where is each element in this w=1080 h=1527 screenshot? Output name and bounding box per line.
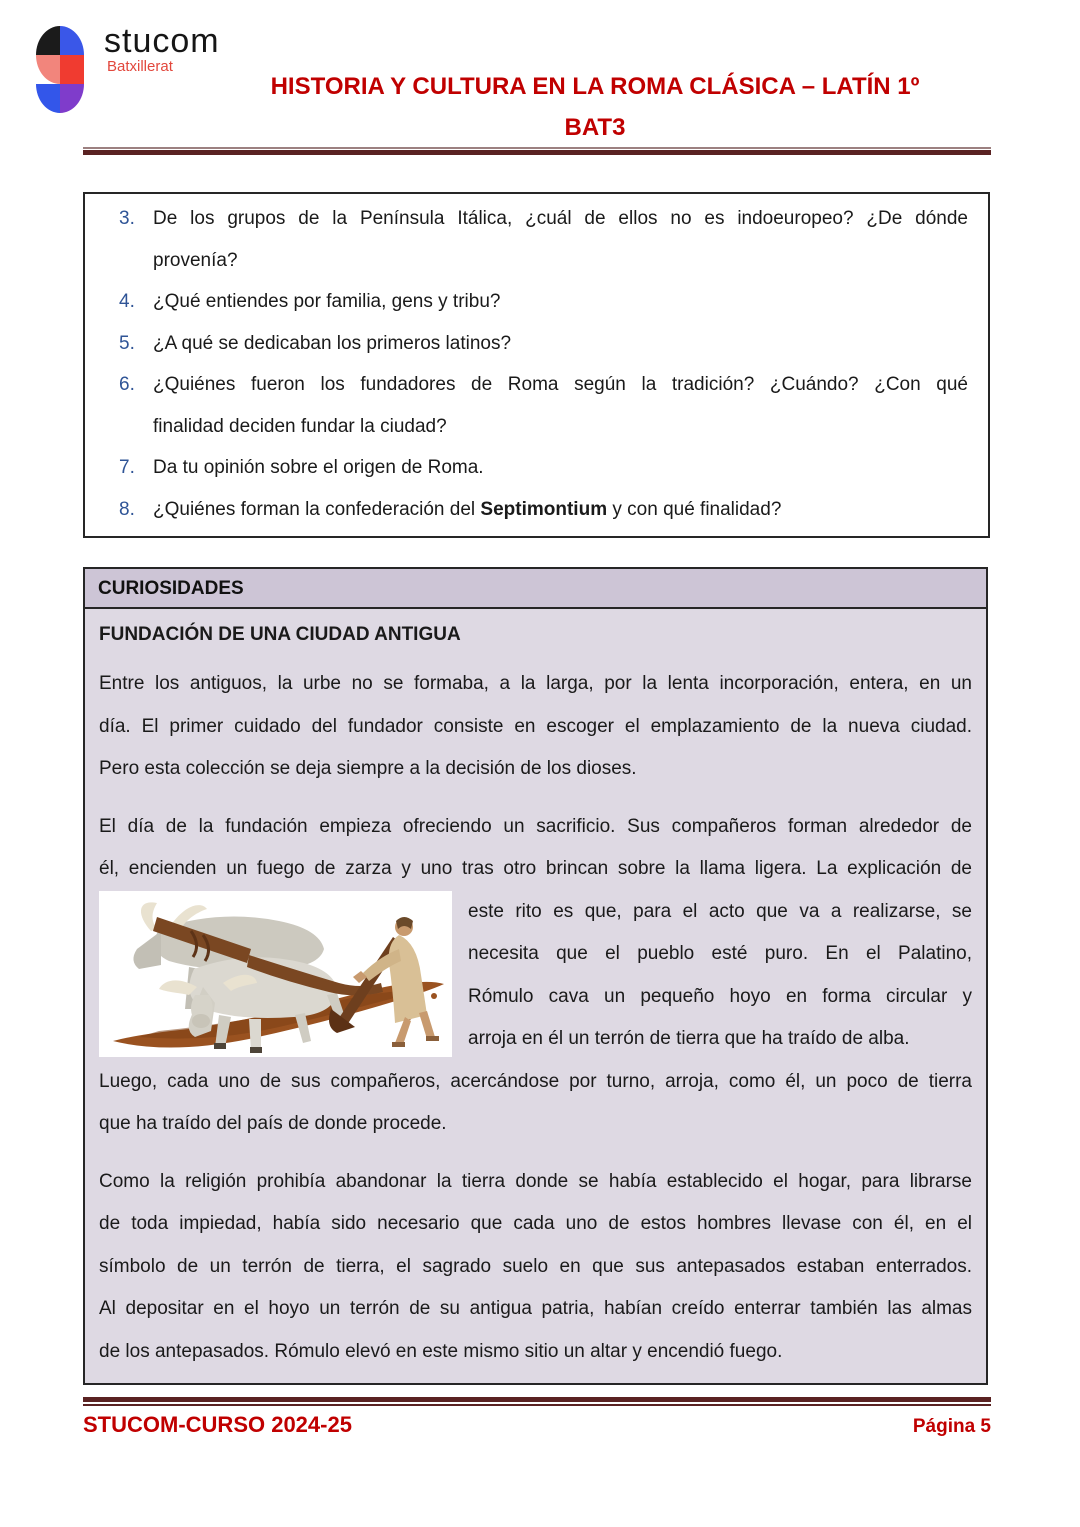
question-number: 3. [119, 208, 135, 229]
logo-segment [36, 26, 60, 55]
question-number: 8. [119, 498, 135, 520]
question-number: 6. [119, 374, 135, 395]
paragraph-line: símbolo de un terrón de tierra, el sagrado suelo en que sus antepasados estaban enterrados. [99, 1255, 972, 1277]
image-and-text-row [99, 891, 972, 1061]
curiosidades-box [83, 567, 988, 1385]
page-title-line1: HISTORIA Y CULTURA EN LA ROMA CLÁSICA – LATÍN 1º [270, 73, 920, 100]
paragraph [99, 806, 972, 891]
paragraph-line: Al depositar en el hoyo un terrón de su antigua patria, habían creído enterrar también las almas [99, 1298, 972, 1319]
paragraph-line: día. El primer cuidado del fundador consiste en escoger el emplazamiento de la nueva ciudad. [99, 715, 972, 737]
question-text [153, 281, 968, 323]
question-item [119, 447, 968, 489]
paragraph-line: Pero esta colección se deja siempre a la decisión de los dioses. [99, 758, 637, 779]
paragraph-beside-image [468, 891, 972, 1061]
logo-segment [60, 84, 84, 113]
question-text [153, 447, 968, 489]
question-number: 4. [119, 291, 135, 312]
question-text [153, 364, 968, 447]
paragraph-line: Entre los antiguos, la urbe no se formaba, a la larga, por la lenta incorporación, entera, en un [99, 673, 972, 694]
question-text-pre: ¿Quiénes forman la confederación del [153, 498, 481, 520]
question-item [119, 323, 968, 365]
paragraph [99, 1161, 972, 1374]
question-item [119, 489, 968, 531]
question-text [153, 489, 968, 531]
page-title [190, 66, 1000, 148]
question-line: ¿A qué se dedicaban los primeros latinos? [153, 332, 512, 354]
paragraph-line: arroja en él un terrón de tierra que ha traído de alba. [468, 1028, 910, 1049]
curiosidades-header: CURIOSIDADES [85, 569, 986, 609]
question-text-post: y con qué finalidad? [607, 498, 782, 520]
paragraph-line: él, encienden un fuego de zarza y uno tras otro brincan sobre la llama ligera. La explicación de [99, 858, 972, 879]
paragraph [99, 1061, 972, 1146]
paragraph-line: El día de la fundación empieza ofreciendo un sacrificio. Sus compañeros forman alrededor de [99, 815, 972, 837]
paragraph-line: Como la religión prohibía abandonar la tierra donde se había establecido el hogar, para librarse [99, 1170, 972, 1192]
question-line: provenía? [153, 249, 238, 271]
question-number: 7. [119, 457, 135, 478]
question-item [119, 364, 968, 447]
footer-page-number: Página 5 [912, 1416, 991, 1437]
footer-course-label: STUCOM-CURSO 2024-25 [83, 1412, 352, 1437]
logo-segment [60, 26, 84, 55]
paragraph-line: de los antepasados. Rómulo elevó en este mismo sitio un altar y encendió fuego. [99, 1340, 783, 1362]
question-text-bold: Septimontium [480, 498, 608, 520]
curiosidades-subtitle: FUNDACIÓN DE UNA CIUDAD ANTIGUA [99, 624, 461, 645]
paragraph-line: Luego, cada uno de sus compañeros, acercándose por turno, arroja, como él, un poco de tierra [99, 1070, 972, 1092]
question-text [153, 198, 968, 281]
curiosidades-body [85, 609, 986, 1383]
question-text [153, 323, 968, 365]
logo-segment [36, 55, 60, 84]
question-line: Da tu opinión sobre el origen de Roma. [153, 457, 484, 478]
question-item [119, 198, 968, 281]
question-line: ¿Quiénes fueron los fundadores de Roma según la tradición? ¿Cuándo? ¿Con qué [153, 374, 968, 395]
question-line: ¿Qué entiendes por familia, gens y tribu? [153, 291, 501, 312]
paragraph [99, 663, 972, 791]
stucom-logo-icon [36, 26, 84, 113]
header-divider [83, 147, 991, 155]
brand-subtitle: Batxillerat [107, 58, 173, 75]
brand-name: stucom [104, 22, 220, 60]
question-number: 5. [119, 332, 135, 354]
page-title-line2: BAT3 [564, 114, 626, 141]
footer-divider [83, 1397, 991, 1406]
romulus-plowing-illustration [99, 891, 452, 1057]
question-item [119, 281, 968, 323]
question-line: finalidad deciden fundar la ciudad? [153, 415, 447, 437]
paragraph-line: este rito es que, para el acto que va a realizarse, se [468, 900, 972, 922]
footer [83, 1412, 991, 1438]
paragraph-line: que ha traído del país de donde procede. [99, 1113, 447, 1134]
logo-segment [60, 55, 84, 84]
paragraph-line: necesita que el pueblo esté puro. En el Palatino, [468, 943, 972, 964]
question-line: De los grupos de la Península Itálica, ¿cuál de ellos no es indoeuropeo? ¿De dónde [153, 208, 968, 229]
question-line [153, 489, 968, 531]
paragraph-line: Rómulo cava un pequeño hoyo en forma circular y [468, 985, 972, 1007]
logo-segment [36, 84, 60, 113]
paragraph-line: de toda impiedad, había sido necesario que cada uno de estos hombres llevase con él, en el [99, 1213, 972, 1234]
questions-box [83, 192, 990, 538]
